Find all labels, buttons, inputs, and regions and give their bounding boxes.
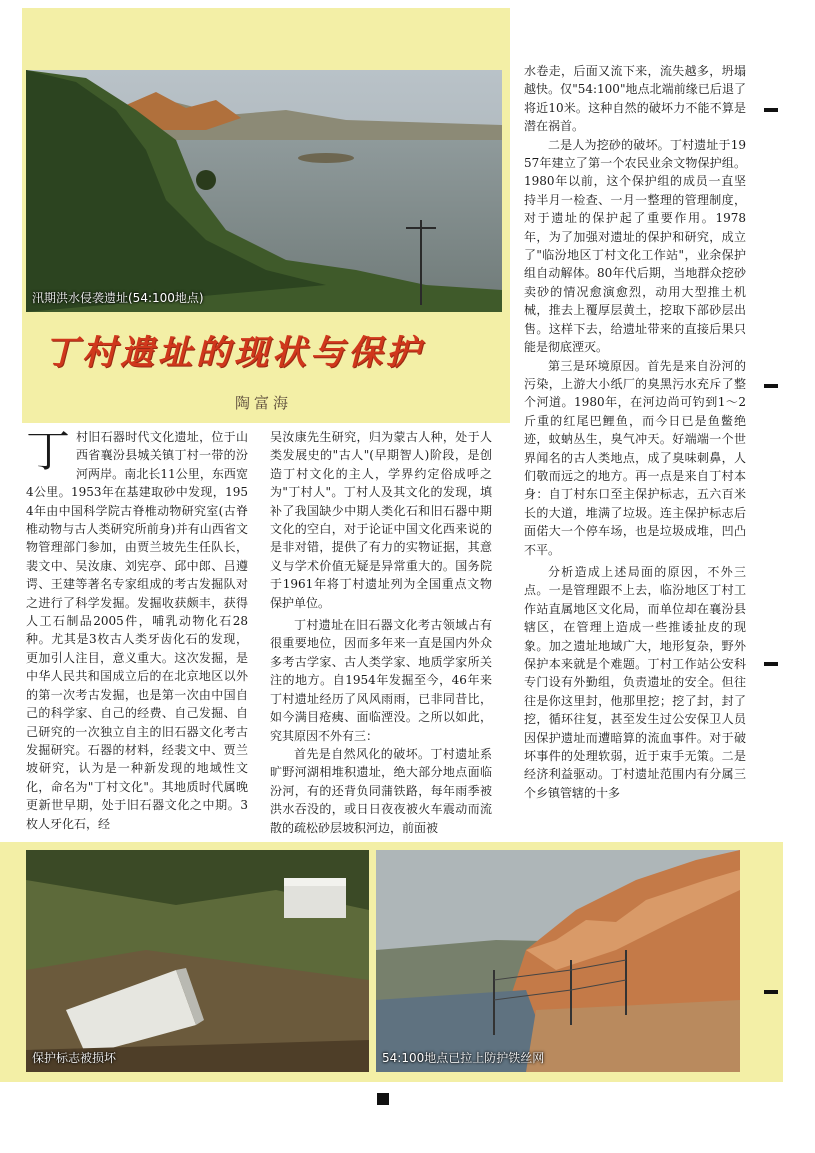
- text-column-3: [524, 62, 746, 802]
- paragraph: 丁村旧石器时代文化遗址，位于山西省襄汾县城关镇丁村一带的汾河两岸。南北长11公里，东西宽4公里。1953年在基建取砂中发现，1954年由中国科学院古脊椎动物研究室(古脊椎动物与古人类研究所前身)并有山西省文物管理部门参加，由贾兰坡先生任队长，裴文中、吴汝康、刘宪亭、邱中郎、吕遵谔、王建等著名专家组成的考古发掘队对之进行了科学发掘。发掘收获颇丰，获得人工石制品2005件，哺乳动物化石28种。尤其是3枚古人类牙齿化石的发现，更加引人注目，意义重大。这次发掘，是中华人民共和国成立后的在北京地区以外的第一次考古发掘，也是第一次由中国自己的科学家、自己的经费、自己发掘、自己研究的一次独立自主的旧石器文化考古发掘研究。石器的材料，经裴文中、贾兰坡研究，认为是一种新发现的地域性文化，命名为"丁村文化"。其地质时代属晚更新世早期，处于旧石器文化之中期。3枚人牙化石，经: [26, 426, 248, 831]
- paragraph: 吴汝康先生研究，归为蒙古人种，处于人类发展史的"古人"(早期智人)阶段，是创造丁村文化的主人，学界约定俗成呼之为"丁村人"。丁村人及其文化的发现，填补了我国缺少中期人类化石和旧石器中期文化的空白，对于论证中国文化西来说的是非对错，提供了有力的实物证据，其意义与学术价值无疑是异常重大的。国务院于1961年将丁村遗址列为全国重点文物保护单位。: [270, 430, 492, 610]
- paragraph: 第三是环境原因。首先是来自汾河的污染，上游大小纸厂的臭黑污水充斥了整个河道。1980年，在河边尚可钓到1～2斤重的红尾巴鲤鱼，而今日已是鱼鳖绝迹，蚊蚋丛生，臭气冲天。好端端一个世界闻名的古人类地点，成了臭味刺鼻，人们敬而远之的地方。再一点是来自丁村本身：自丁村东口至主保护标志，五六百米长的大道，堆满了垃圾。连主保护标志后面偌大一个停车场，也是垃圾成堆，凹凸不平。: [524, 358, 746, 557]
- text-column-1: [26, 428, 248, 833]
- article-title: 丁村遗址的现状与保护: [44, 333, 424, 373]
- paragraph: 水卷走，后面又流下来，流失越多，坍塌越快。仅"54:100"地点北端前缘已后退了将近10米。这种自然的破坏力不能不算是潜在祸首。: [524, 64, 746, 134]
- fence-site-photo: [376, 850, 740, 1072]
- paragraph: 首先是自然风化的破坏。丁村遗址系旷野河湖相堆积遗址，绝大部分地点面临汾河，有的还背负同蒲铁路，每年雨季被洪水吞没的，或日日夜夜被火车震动而流散的疏松砂层坡积河边，前面被: [270, 746, 492, 835]
- flood-photo: [26, 70, 502, 312]
- damaged-marker-image: [26, 850, 369, 1072]
- paragraph: 二是人为挖砂的破坏。丁村遗址于1957年建立了第一个农民业余文物保护组。1980年以前，这个保护组的成员一直坚持半月一检查、一月一整理的管理制度，对于遗址的保护起了重要作用。1978年，为了加强对遗址的保护和研究，成立了"临汾地区丁村文化工作站"，业余保护组自动解体。80年代后期，当地群众挖砂卖砂的情况愈演愈烈，动用大型推土机械，推去上覆厚层黄土，挖取下部砂层出售。这样下去，给遗址带来的直接后果只能是彻底湮灭。: [524, 137, 746, 355]
- paragraph: 分析造成上述局面的原因，不外三点。一是管理跟不上去，临汾地区丁村工作站直属地区文化局，而单位却在襄汾县辖区，在管理上造成一些推诿扯皮的现象。加之遗址地域广大，地形复杂，野外保护本来就是个难题。丁村工作站公安科专门设有外勤组，负责遗址的安全。但往往是你这里封，他那里挖；挖了封，封了挖，循环往复，甚至发生过公安保卫人员因保护遗址而遭暗算的流血事件。对于破坏事件的处理软弱，近于束手无策。二是经济利益驱动。丁村遗址范围内有分属三个乡镇管辖的十多: [524, 564, 746, 800]
- damaged-marker-photo: [26, 850, 369, 1072]
- fenced-cliff-image: [376, 850, 740, 1072]
- paragraph: 丁村遗址在旧石器文化考古领域占有很重要地位，因而多年来一直是国内外众多考古学家、古人类学家、地质学家所关注的地方。自1954年发掘至今，46年来丁村遗址经历了风风雨雨，已非同昔比，如今满目疮痍、面临湮没。之所以如此，究其原因不外有三：: [270, 618, 492, 743]
- fence-site-caption: 54:100地点已拉上防护铁丝网: [382, 1051, 545, 1065]
- damaged-marker-caption: 保护标志被损坏: [32, 1051, 117, 1065]
- flood-photo-caption: 汛期洪水侵袭遗址(54:100地点): [32, 291, 204, 305]
- registration-mark: [764, 384, 778, 388]
- registration-mark: [764, 662, 778, 666]
- article-author: 陶富海: [235, 394, 293, 412]
- registration-mark: [764, 108, 778, 112]
- page-marker-square: [377, 1093, 389, 1105]
- text-column-2: [270, 428, 492, 837]
- registration-mark: [764, 990, 778, 994]
- river-landscape-image: [26, 70, 502, 312]
- drop-cap: 丁: [26, 426, 70, 477]
